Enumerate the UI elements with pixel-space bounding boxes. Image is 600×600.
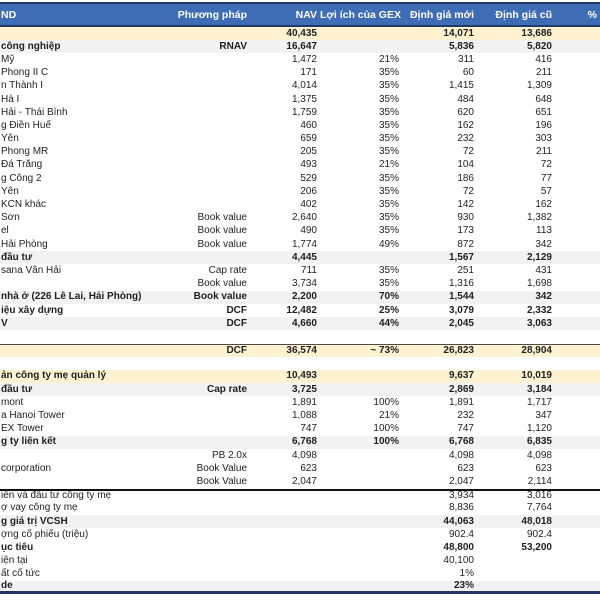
- cell-new-valuation: 2,047: [448, 475, 474, 487]
- cell-nav: 206: [300, 185, 317, 197]
- cell-gex-interest: 100%: [373, 396, 399, 408]
- cell-nav: 1,088: [291, 410, 317, 422]
- valuation-table: [0, 2, 600, 594]
- cell-new-valuation: 872: [457, 238, 474, 250]
- cell-method: DCF: [226, 304, 247, 316]
- cell-method: Cap rate: [208, 264, 247, 276]
- cell-nav: 1,891: [291, 396, 317, 408]
- cell-new-valuation: 2,869: [448, 383, 474, 395]
- table-row: [0, 344, 600, 357]
- cell-asset-label: n Thành I: [1, 80, 44, 92]
- cell-asset-label: de: [1, 579, 13, 591]
- cell-new-valuation: 9,637: [448, 370, 474, 382]
- cell-nav: 12,482: [286, 304, 317, 316]
- cell-gex-interest: 21%: [378, 410, 399, 422]
- table-row: [0, 27, 600, 40]
- column-header-nav: NAV: [295, 8, 317, 21]
- cell-new-valuation: 620: [457, 106, 474, 118]
- table-row: [0, 251, 600, 264]
- cell-old-valuation: 48,018: [521, 515, 552, 527]
- cell-nav: 10,493: [286, 370, 317, 382]
- column-header-percent: %: [587, 8, 597, 21]
- cell-asset-label: KCN khác: [1, 199, 47, 211]
- table-row: [0, 172, 600, 185]
- cell-new-valuation: 60: [462, 67, 474, 79]
- cell-asset-label: Đá Trắng: [1, 159, 43, 171]
- cell-old-valuation: 3,016: [526, 490, 552, 502]
- cell-nav: 1,774: [291, 238, 317, 250]
- cell-old-valuation: 347: [535, 410, 552, 422]
- cell-new-valuation: 930: [457, 212, 474, 224]
- cell-new-valuation: 747: [457, 423, 474, 435]
- table-header-row: [0, 2, 600, 27]
- cell-old-valuation: 1,382: [526, 212, 552, 224]
- cell-nav: 16,647: [286, 40, 317, 52]
- cell-gex-interest: 35%: [378, 93, 399, 105]
- table-row: [0, 278, 600, 291]
- cell-old-valuation: 28,904: [521, 344, 552, 356]
- cell-method: DCF: [226, 317, 247, 329]
- cell-nav: 747: [300, 423, 317, 435]
- cell-old-valuation: 4,098: [526, 449, 552, 461]
- cell-new-valuation: 4,098: [448, 449, 474, 461]
- cell-asset-label: V: [1, 317, 8, 329]
- cell-method: RNAV: [219, 40, 247, 52]
- column-header-new-valuation: Định giá mới: [409, 8, 474, 21]
- cell-old-valuation: 211: [536, 146, 552, 158]
- cell-gex-interest: 100%: [373, 436, 399, 448]
- cell-new-valuation: 8,836: [448, 502, 474, 514]
- cell-method: DCF: [226, 344, 247, 356]
- cell-gex-interest: 49%: [378, 238, 399, 250]
- cell-gex-interest: 35%: [378, 119, 399, 131]
- cell-new-valuation: 1,567: [448, 251, 474, 263]
- cell-method: Book value: [197, 238, 247, 250]
- table-row: [0, 185, 600, 198]
- cell-method: Book value: [197, 278, 247, 290]
- cell-nav: 711: [301, 264, 317, 276]
- cell-new-valuation: 162: [457, 119, 474, 131]
- table-row: [0, 119, 600, 132]
- table-row: [0, 238, 600, 251]
- column-header-unit: ND: [1, 8, 17, 21]
- cell-new-valuation: 5,836: [448, 40, 474, 52]
- cell-new-valuation: 48,800: [443, 541, 474, 553]
- spacer-row: [0, 357, 600, 370]
- cell-nav: 490: [300, 225, 317, 237]
- cell-old-valuation: 7,764: [526, 502, 552, 514]
- cell-old-valuation: 10,019: [521, 370, 552, 382]
- cell-old-valuation: 902.4: [526, 528, 552, 540]
- table-row: [0, 93, 600, 106]
- cell-old-valuation: 6,835: [526, 436, 552, 448]
- cell-asset-label: sana Vân Hải: [1, 264, 62, 276]
- spacer-row: [0, 330, 600, 343]
- cell-old-valuation: 196: [535, 119, 552, 131]
- cell-gex-interest: 25%: [378, 304, 399, 316]
- cell-old-valuation: 2,332: [526, 304, 552, 316]
- cell-asset-label: el: [1, 225, 9, 237]
- cell-gex-interest: 35%: [378, 212, 399, 224]
- cell-asset-label: g Công 2: [1, 172, 42, 184]
- cell-old-valuation: 342: [535, 238, 552, 250]
- cell-nav: 3,725: [291, 383, 317, 395]
- table-row: [0, 146, 600, 159]
- table-row: [0, 436, 600, 449]
- cell-asset-label: công nghiệp: [1, 40, 61, 52]
- cell-old-valuation: 2,129: [526, 251, 552, 263]
- cell-new-valuation: 72: [462, 185, 474, 197]
- table-row: [0, 528, 600, 541]
- cell-nav: 460: [300, 119, 317, 131]
- cell-gex-interest: 35%: [378, 146, 399, 158]
- cell-nav: 36,574: [286, 344, 317, 356]
- cell-old-valuation: 303: [535, 133, 552, 145]
- cell-new-valuation: 1%: [459, 568, 474, 580]
- table-row: [0, 53, 600, 66]
- table-row: [0, 225, 600, 238]
- cell-old-valuation: 211: [536, 67, 552, 79]
- cell-old-valuation: 1,309: [526, 80, 552, 92]
- cell-asset-label: Phong II C: [1, 67, 49, 79]
- cell-old-valuation: 623: [535, 462, 552, 474]
- cell-new-valuation: 232: [457, 410, 474, 422]
- cell-old-valuation: 113: [536, 225, 552, 237]
- cell-old-valuation: 648: [535, 93, 552, 105]
- cell-asset-label: iền và đầu tư công ty mẹ: [1, 490, 112, 502]
- cell-old-valuation: 162: [535, 199, 552, 211]
- cell-method: Book Value: [196, 462, 247, 474]
- cell-new-valuation: 232: [457, 133, 474, 145]
- table-row: [0, 555, 600, 568]
- cell-new-valuation: 3,079: [448, 304, 474, 316]
- cell-old-valuation: 77: [540, 172, 552, 184]
- table-row: [0, 489, 600, 502]
- cell-asset-label: ợ vay công ty mẹ: [1, 502, 78, 514]
- cell-new-valuation: 186: [457, 172, 474, 184]
- cell-old-valuation: 3,184: [526, 383, 552, 395]
- table-row: [0, 396, 600, 409]
- table-row: [0, 159, 600, 172]
- cell-nav: 205: [300, 146, 317, 158]
- cell-nav: 6,768: [291, 436, 317, 448]
- table-row: [0, 581, 600, 594]
- cell-nav: 493: [300, 159, 317, 171]
- cell-old-valuation: 1,120: [526, 423, 552, 435]
- cell-asset-label: ục tiêu: [1, 541, 34, 553]
- table-row: [0, 502, 600, 515]
- cell-gex-interest: 70%: [378, 291, 399, 303]
- cell-asset-label: iện tại: [1, 555, 28, 567]
- table-row: [0, 462, 600, 475]
- table-row: [0, 449, 600, 462]
- cell-nav: 40,435: [286, 27, 317, 39]
- cell-nav: 4,660: [291, 317, 317, 329]
- table-row: [0, 106, 600, 119]
- table-row: [0, 568, 600, 581]
- cell-nav: 659: [300, 133, 317, 145]
- cell-old-valuation: 342: [535, 291, 552, 303]
- cell-new-valuation: 44,063: [443, 515, 474, 527]
- cell-new-valuation: 1,891: [448, 396, 474, 408]
- cell-gex-interest: 35%: [378, 225, 399, 237]
- cell-new-valuation: 23%: [453, 579, 474, 591]
- table-row: [0, 133, 600, 146]
- cell-old-valuation: 651: [535, 106, 552, 118]
- cell-gex-interest: 44%: [378, 317, 399, 329]
- cell-nav: 1,759: [291, 106, 317, 118]
- cell-nav: 4,445: [291, 251, 317, 263]
- table-row: [0, 423, 600, 436]
- table-row: [0, 67, 600, 80]
- cell-asset-label: a Hanoi Tower: [1, 410, 65, 422]
- cell-new-valuation: 3,934: [448, 490, 474, 502]
- cell-asset-label: g Điền Huế: [1, 119, 52, 131]
- cell-old-valuation: 72: [540, 159, 552, 171]
- table-row: [0, 383, 600, 396]
- cell-asset-label: Yên: [1, 185, 19, 197]
- cell-gex-interest: 35%: [378, 264, 399, 276]
- table-row: [0, 370, 600, 383]
- cell-method: Book value: [197, 212, 247, 224]
- cell-new-valuation: 1,415: [448, 80, 474, 92]
- table-row: [0, 40, 600, 53]
- cell-old-valuation: 3,063: [526, 317, 552, 329]
- cell-old-valuation: 13,686: [521, 27, 552, 39]
- cell-old-valuation: 416: [535, 53, 552, 65]
- cell-method: Book Value: [196, 475, 247, 487]
- cell-new-valuation: 311: [458, 53, 474, 65]
- cell-asset-label: đầu tư: [1, 383, 33, 395]
- cell-gex-interest: 35%: [378, 133, 399, 145]
- cell-new-valuation: 26,823: [443, 344, 474, 356]
- cell-new-valuation: 623: [457, 462, 474, 474]
- cell-nav: 529: [300, 172, 317, 184]
- cell-old-valuation: 57: [540, 185, 552, 197]
- cell-gex-interest: 21%: [378, 53, 399, 65]
- cell-new-valuation: 1,544: [448, 291, 474, 303]
- table-row: [0, 80, 600, 93]
- cell-nav: 4,014: [291, 80, 317, 92]
- cell-gex-interest: 35%: [378, 199, 399, 211]
- cell-asset-label: EX Tower: [1, 423, 44, 435]
- table-row: [0, 541, 600, 554]
- cell-asset-label: nhà ở (226 Lê Lai, Hải Phòng): [1, 291, 142, 303]
- cell-asset-label: Sơn: [1, 212, 20, 224]
- cell-new-valuation: 251: [457, 264, 474, 276]
- table-row: [0, 409, 600, 422]
- cell-nav: 1,375: [291, 93, 317, 105]
- cell-gex-interest: 35%: [378, 106, 399, 118]
- cell-asset-label: ản công ty mẹ quản lý: [1, 370, 107, 382]
- cell-new-valuation: 1,316: [448, 278, 474, 290]
- cell-method: Book value: [193, 291, 247, 303]
- cell-nav: 2,640: [291, 212, 317, 224]
- cell-new-valuation: 72: [462, 146, 474, 158]
- table-row: [0, 317, 600, 330]
- cell-asset-label: Hải Phòng: [1, 238, 48, 250]
- cell-new-valuation: 484: [457, 93, 474, 105]
- cell-nav: 2,200: [291, 291, 317, 303]
- cell-gex-interest: 35%: [378, 67, 399, 79]
- cell-asset-label: Hà I: [1, 93, 20, 105]
- column-header-method: Phương pháp: [177, 8, 247, 21]
- cell-asset-label: g giá trị VCSH: [1, 515, 68, 527]
- table-row: [0, 264, 600, 277]
- cell-new-valuation: 173: [457, 225, 474, 237]
- cell-asset-label: ất cổ tức: [1, 568, 40, 580]
- table-row: [0, 475, 600, 488]
- cell-nav: 623: [300, 462, 317, 474]
- cell-asset-label: Mỹ: [1, 53, 15, 65]
- cell-asset-label: g ty liên kết: [1, 436, 57, 448]
- cell-asset-label: Phong MR: [1, 146, 49, 158]
- cell-new-valuation: 40,100: [443, 555, 474, 567]
- cell-gex-interest: 35%: [378, 278, 399, 290]
- cell-asset-label: corporation: [1, 462, 52, 474]
- cell-gex-interest: 21%: [378, 159, 399, 171]
- cell-old-valuation: 1,717: [526, 396, 552, 408]
- cell-gex-interest: 35%: [378, 80, 399, 92]
- cell-nav: 4,098: [291, 449, 317, 461]
- column-header-old-valuation: Định giá cũ: [495, 8, 552, 21]
- cell-old-valuation: 2,114: [527, 475, 552, 487]
- cell-new-valuation: 2,045: [448, 317, 474, 329]
- cell-new-valuation: 6,768: [448, 436, 474, 448]
- cell-method: Cap rate: [206, 383, 247, 395]
- table-row: [0, 212, 600, 225]
- column-header-gex-interest: Lợi ích của GEX: [320, 8, 401, 21]
- cell-asset-label: iệu xây dựng: [1, 304, 64, 316]
- cell-gex-interest: ~ 73%: [370, 344, 399, 356]
- cell-new-valuation: 902.4: [448, 528, 474, 540]
- cell-method: PB 2.0x: [211, 449, 247, 461]
- cell-old-valuation: 431: [535, 264, 552, 276]
- cell-nav: 3,734: [291, 278, 317, 290]
- table-row: [0, 515, 600, 528]
- table-row: [0, 291, 600, 304]
- cell-nav: 402: [300, 199, 317, 211]
- table-row: [0, 304, 600, 317]
- cell-new-valuation: 14,071: [443, 27, 474, 39]
- cell-asset-label: đầu tư: [1, 251, 33, 263]
- cell-asset-label: ợng cổ phiếu (triệu): [1, 528, 89, 540]
- cell-asset-label: mont: [1, 396, 24, 408]
- cell-gex-interest: 35%: [378, 172, 399, 184]
- cell-new-valuation: 142: [457, 199, 474, 211]
- cell-new-valuation: 104: [457, 159, 474, 171]
- table-row: [0, 198, 600, 211]
- cell-old-valuation: 1,698: [526, 278, 552, 290]
- cell-asset-label: Hải - Thái Bình: [1, 106, 68, 118]
- cell-nav: 1,472: [291, 53, 317, 65]
- cell-nav: 171: [300, 67, 317, 79]
- cell-method: Book value: [197, 225, 247, 237]
- cell-gex-interest: 100%: [373, 423, 399, 435]
- cell-gex-interest: 35%: [378, 185, 399, 197]
- cell-old-valuation: 5,820: [526, 40, 552, 52]
- table-body: [0, 27, 600, 594]
- cell-nav: 2,047: [291, 475, 317, 487]
- cell-asset-label: Yên: [1, 133, 19, 145]
- cell-old-valuation: 53,200: [521, 541, 552, 553]
